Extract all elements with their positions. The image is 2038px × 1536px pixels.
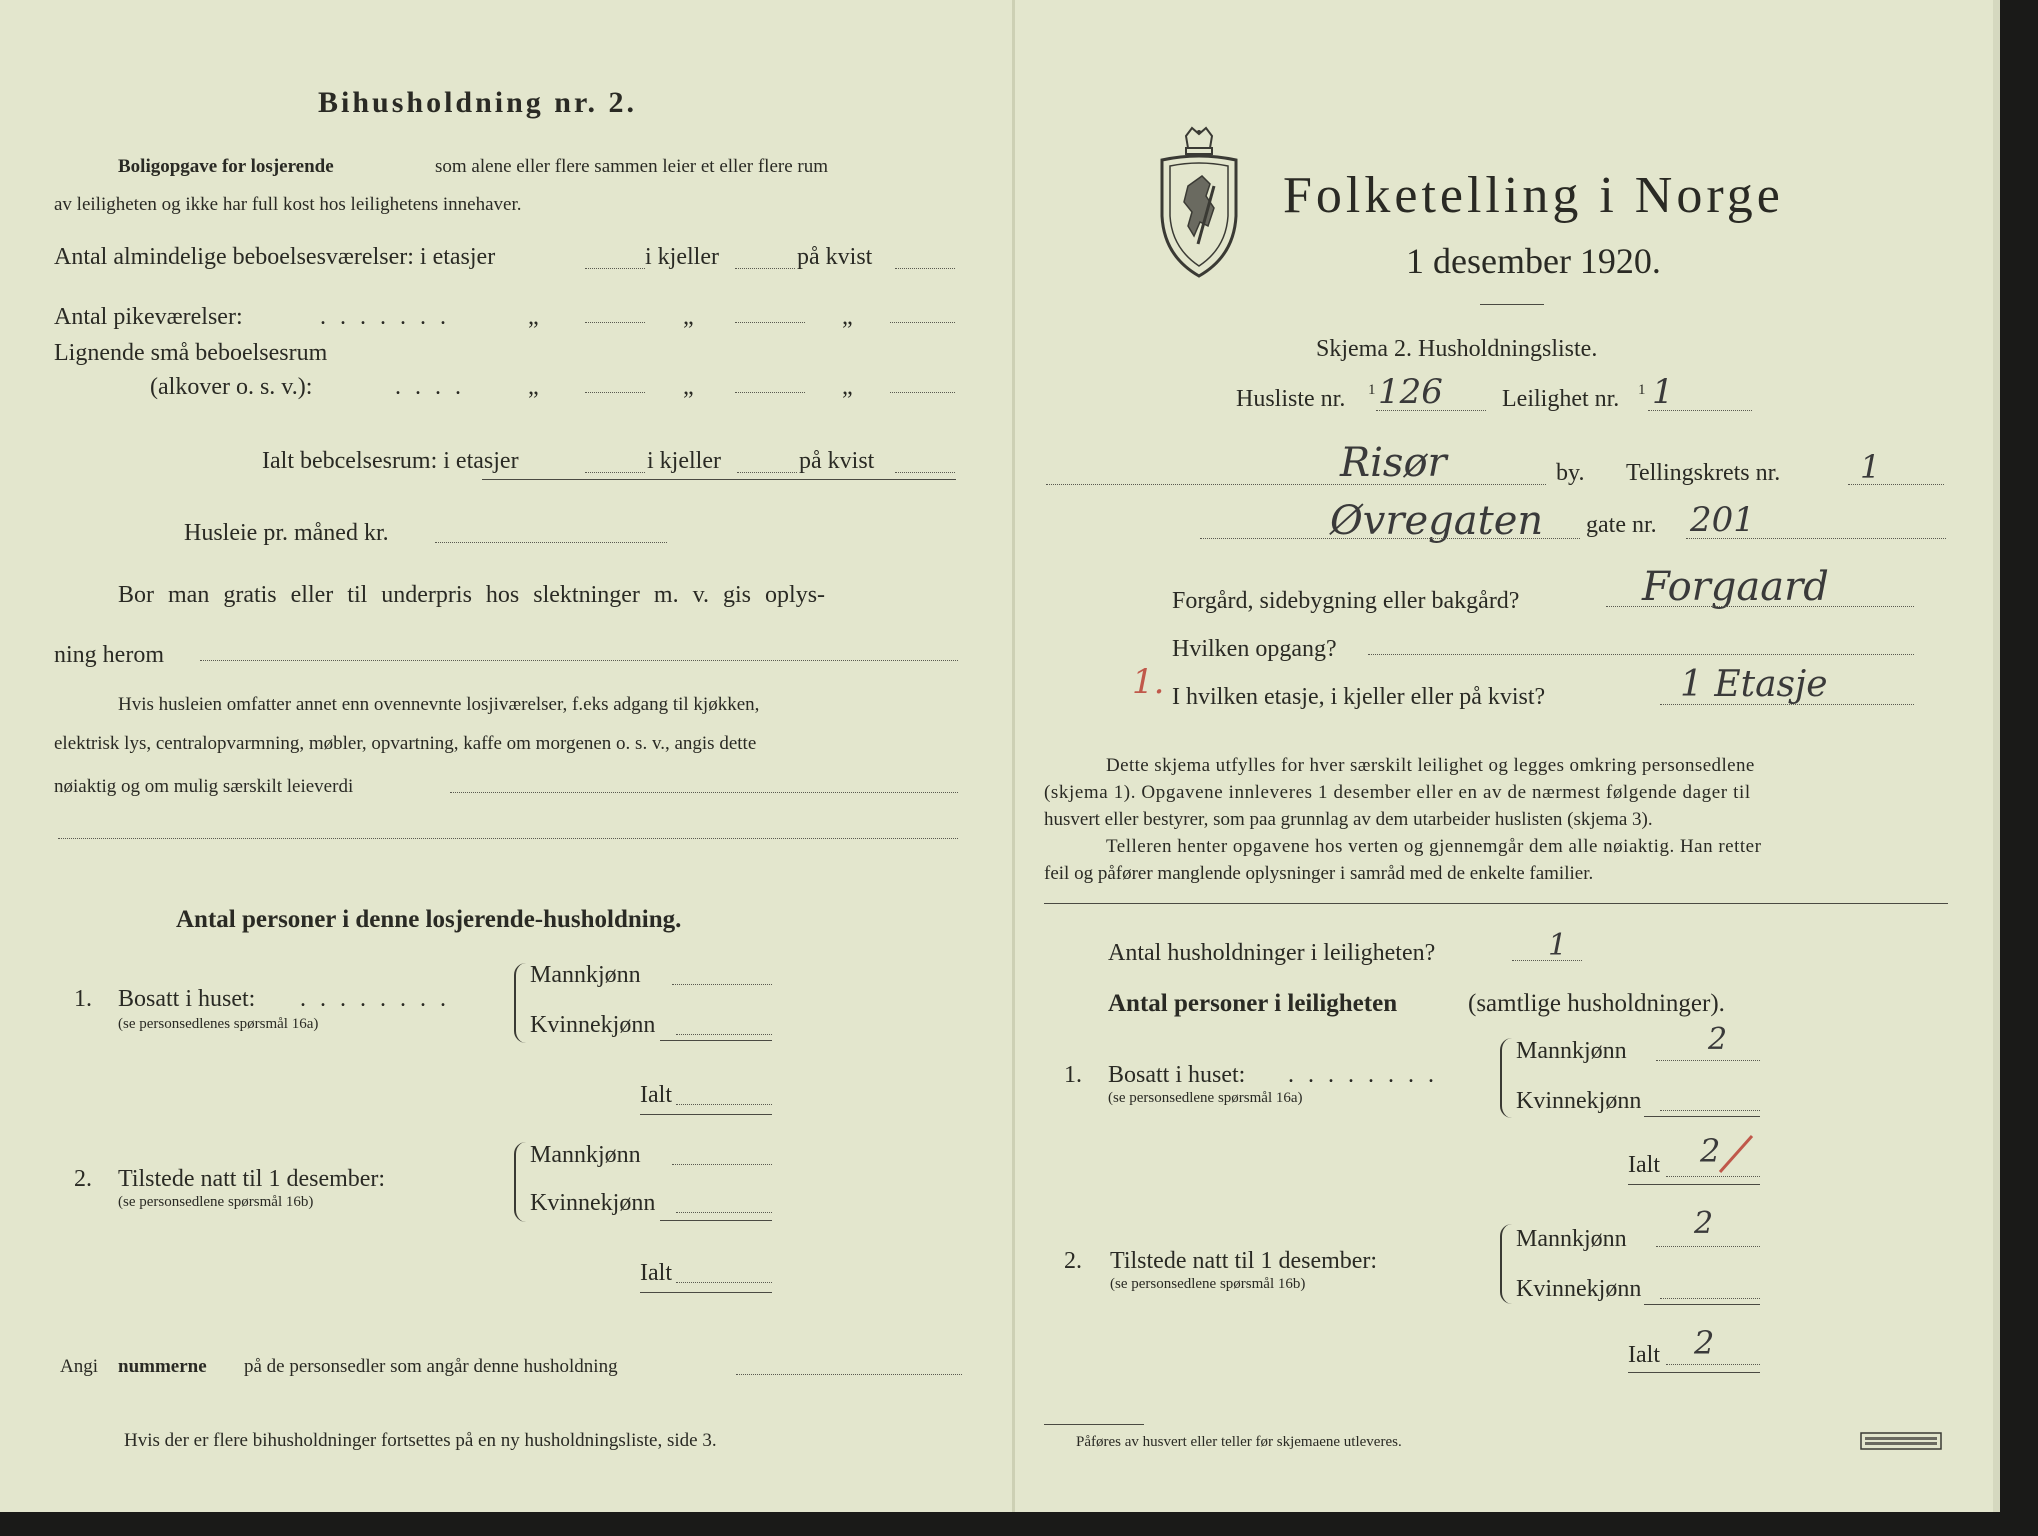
by-label: by.: [1556, 460, 1585, 486]
right-title: Folketelling i Norge: [1283, 167, 1784, 224]
left-bosatt-mann-label: Mannkjønn: [530, 962, 641, 988]
households-value: 1: [1548, 928, 1568, 963]
left-bosatt-sub: (se personsedlenes spørsmål 16a): [118, 1016, 319, 1032]
red-correction-icon: [1716, 1132, 1756, 1176]
leilighet-footnote-mark: 1: [1638, 382, 1646, 398]
right-tilstede-sub: (se personsedlene spørsmål 16b): [1110, 1276, 1306, 1292]
hvis-line: [450, 792, 958, 793]
ialt-rooms-underline: [482, 479, 956, 480]
right-bosatt-ialt-value: 2: [1700, 1132, 1721, 1170]
right-tilstede-label: Tilstede natt til 1 desember:: [1110, 1248, 1378, 1274]
pike-line-2: [735, 322, 805, 323]
right-bosatt-mann-line: [1656, 1060, 1760, 1061]
etasje-value: 1 Etasje: [1680, 664, 1828, 705]
left-bosatt-kvinne-label: Kvinnekjønn: [530, 1012, 656, 1038]
alkover-line-1: [585, 392, 645, 393]
intro-rest-2: av leiligheten og ikke har full kost hos leilighetens innehaver.: [54, 194, 522, 215]
rooms-kvist-line: [895, 268, 955, 269]
left-tilstede-ialt-underline: [640, 1292, 772, 1293]
husliste-label: Husliste nr.: [1236, 386, 1346, 412]
ialt-rooms-kvist-line: [895, 472, 955, 473]
right-tilstede-kvinne-line: [1660, 1298, 1760, 1299]
husliste-value: 126: [1378, 372, 1443, 412]
husliste-line: [1376, 410, 1486, 411]
right-bosatt-sub: (se personsedlene spørsmål 16a): [1108, 1090, 1303, 1106]
ialt-rooms-kjeller-line: [737, 472, 797, 473]
angi-pre: Angi: [60, 1356, 98, 1377]
left-tilstede-mann-label: Mannkjønn: [530, 1142, 641, 1168]
leilighet-label: Leilighet nr.: [1502, 386, 1620, 412]
rooms-label: Antal almindelige beboelsesværelser: i etasjer: [54, 244, 496, 270]
right-tilstede-ialt-line: [1666, 1364, 1760, 1365]
pike-line-1: [585, 322, 645, 323]
right-bosatt-kvinne-label: Kvinnekjønn: [1516, 1088, 1642, 1114]
left-tilstede-mann-line: [672, 1164, 772, 1165]
pike-ditto-3: „: [842, 304, 853, 330]
info-line-1: Dette skjema utfylles for hver særskilt leilighet og legges omkring personsedlene: [1106, 755, 1755, 776]
right-persons-bold: Antal personer i leiligheten: [1108, 990, 1398, 1017]
left-tilstede-num: 2.: [74, 1166, 92, 1192]
leilighet-value: 1: [1652, 372, 1674, 412]
alkover-line-3: [890, 392, 955, 393]
alkover-line-2: [735, 392, 805, 393]
opgang-line: [1368, 654, 1914, 655]
rooms-kvist-label: på kvist: [797, 244, 873, 270]
forgard-label: Forgård, sidebygning eller bakgård?: [1172, 588, 1520, 614]
footnote-rule: [1044, 1424, 1144, 1425]
left-bosatt-num: 1.: [74, 986, 92, 1012]
right-bosatt-dots: . . . . . . . .: [1288, 1062, 1438, 1088]
left-bosatt-brace: [514, 963, 526, 1043]
intro-rest-1: som alene eller flere sammen leier et eller flere rum: [435, 156, 828, 177]
page-fold: [1012, 0, 1015, 1512]
right-bosatt-brace: [1500, 1038, 1512, 1118]
tellingskrets-line: [1848, 484, 1944, 485]
forgard-value: Forgaard: [1642, 564, 1829, 610]
right-bosatt-sum-line: [1644, 1116, 1760, 1117]
left-tilstede-sub: (se personsedlene spørsmål 16b): [118, 1194, 314, 1210]
right-tilstede-mann-line: [1656, 1246, 1760, 1247]
pike-line-3: [890, 322, 955, 323]
left-tilstede-ialt-label: Ialt: [640, 1260, 672, 1286]
left-tilstede-ialt-line: [676, 1282, 772, 1283]
right-date: 1 desember 1920.: [1406, 241, 1661, 281]
right-tilstede-kvinne-label: Kvinnekjønn: [1516, 1276, 1642, 1302]
husliste-footnote-mark: 1: [1368, 382, 1376, 398]
hvis-line-1: Hvis husleien omfatter annet enn ovennevnte losjiværelser, f.eks adgang til kjøkken,: [118, 694, 760, 715]
page-edge: [1993, 0, 2000, 1512]
left-persons-heading: Antal personer i denne losjerende-husholdning.: [176, 906, 682, 933]
left-bosatt-ialt-underline: [640, 1114, 772, 1115]
right-tilstede-mann-value: 2: [1694, 1206, 1714, 1241]
right-bosatt-ialt-underline: [1628, 1184, 1760, 1185]
ialt-rooms-label: Ialt bebcelsesrum: i etasjer: [262, 448, 519, 474]
tellingskrets-label: Tellingskrets nr.: [1626, 460, 1781, 486]
angi-line: [736, 1374, 962, 1375]
husleie-label: Husleie pr. måned kr.: [184, 520, 389, 546]
norway-coat-of-arms-icon: [1158, 126, 1240, 278]
info-line-3: husvert eller bestyrer, som paa grunnlag av dem utarbeider huslisten (skjema 3).: [1044, 809, 1653, 830]
left-tilstede-kvinne-line: [676, 1212, 772, 1213]
right-bosatt-label: Bosatt i huset:: [1108, 1062, 1246, 1088]
gate-label: gate nr.: [1586, 512, 1657, 538]
gate-line: [1200, 538, 1580, 539]
alkover-dots: . . . .: [395, 374, 465, 400]
households-line: [1512, 960, 1582, 961]
etasje-line: [1660, 704, 1914, 705]
tellingskrets-value: 1: [1860, 448, 1881, 486]
etasje-label: I hvilken etasje, i kjeller eller på kvist?: [1172, 684, 1546, 710]
pike-label: Antal pikeværelser:: [54, 304, 243, 330]
left-bosatt-ialt-label: Ialt: [640, 1082, 672, 1108]
intro-bold: Boligopgave for losjerende: [118, 156, 334, 177]
right-bosatt-ialt-label: Ialt: [1628, 1152, 1660, 1178]
red-pencil-mark: 1.: [1132, 662, 1165, 702]
angi-bold: nummerne: [118, 1356, 207, 1377]
right-footnote: Påføres av husvert eller teller før skjemaene utleveres.: [1076, 1434, 1402, 1450]
opgang-label: Hvilken opgang?: [1172, 636, 1337, 662]
pike-ditto: „: [528, 304, 539, 330]
rooms-kjeller-label: i kjeller: [645, 244, 719, 270]
left-bosatt-dots: . . . . . . . .: [300, 986, 450, 1012]
right-bosatt-mann-value: 2: [1708, 1022, 1728, 1057]
gratis-line-1: Bor man gratis eller til underpris hos slektninger m. v. gis oplys-: [118, 582, 826, 608]
left-footer: Hvis der er flere bihusholdninger fortsettes på en ny husholdningsliste, side 3.: [124, 1430, 717, 1451]
alkover-ditto-3: „: [842, 374, 853, 400]
pike-dots: . . . . . . .: [320, 304, 450, 330]
alkover-ditto-2: „: [683, 374, 694, 400]
left-bosatt-mann-line: [672, 984, 772, 985]
ialt-rooms-kvist-label: på kvist: [799, 448, 875, 474]
left-bosatt-sum-line: [660, 1040, 772, 1041]
hvis-line-2: elektrisk lys, centralopvarmning, møbler, opvartning, kaffe om morgenen o. s. v., angis dette: [54, 733, 757, 754]
right-tilstede-brace: [1500, 1224, 1512, 1304]
left-title: Bihusholdning nr. 2.: [318, 86, 638, 119]
by-value: Risør: [1340, 440, 1447, 486]
left-bosatt-label: Bosatt i huset:: [118, 986, 256, 1012]
right-tilstede-mann-label: Mannkjønn: [1516, 1226, 1627, 1252]
left-bosatt-ialt-line: [676, 1104, 772, 1105]
husleie-line: [435, 542, 667, 543]
gratis-line: [200, 660, 958, 661]
rooms-kjeller-line: [735, 268, 795, 269]
alkover-label: (alkover o. s. v.):: [150, 374, 313, 400]
schema-label: Skjema 2. Husholdningsliste.: [1316, 336, 1598, 362]
right-bosatt-num: 1.: [1064, 1062, 1082, 1088]
right-tilstede-sum-line: [1644, 1304, 1760, 1305]
right-bosatt-ialt-line: [1666, 1176, 1760, 1177]
right-tilstede-ialt-value: 2: [1694, 1324, 1715, 1362]
ialt-rooms-kjeller-label: i kjeller: [647, 448, 721, 474]
gate-nr-line: [1686, 538, 1946, 539]
printer-stamp-icon: [1860, 1432, 1942, 1450]
ialt-rooms-etasjer-line: [585, 472, 645, 473]
left-tilstede-brace: [514, 1142, 526, 1222]
info-line-2: (skjema 1). Opgavene innleveres 1 desember eller en av de nærmest følgende dager til: [1044, 782, 1751, 803]
forgard-line: [1606, 606, 1914, 607]
right-persons-rest: (samtlige husholdninger).: [1468, 990, 1725, 1017]
info-divider: [1044, 903, 1948, 904]
gate-value: Øvregaten: [1330, 498, 1544, 544]
rooms-etasjer-line: [585, 268, 645, 269]
lign-label: Lignende små beboelsesrum: [54, 340, 328, 366]
pike-ditto-2: „: [683, 304, 694, 330]
right-bosatt-mann-label: Mannkjønn: [1516, 1038, 1627, 1064]
hvis-line-3: nøiaktig og om mulig særskilt leieverdi: [54, 776, 354, 797]
title-rule: [1480, 304, 1544, 305]
right-tilstede-ialt-label: Ialt: [1628, 1342, 1660, 1368]
hvis-line-extra: [58, 838, 958, 839]
angi-post: på de personsedler som angår denne husholdning: [244, 1356, 618, 1377]
gratis-line-2: ning herom: [54, 642, 164, 668]
info-line-4: Telleren henter opgavene hos verten og gjennemgår dem alle nøiaktig. Han retter: [1106, 836, 1762, 857]
households-label: Antal husholdninger i leiligheten?: [1108, 940, 1436, 966]
right-bosatt-kvinne-line: [1660, 1110, 1760, 1111]
leilighet-line: [1648, 410, 1752, 411]
alkover-ditto: „: [528, 374, 539, 400]
left-tilstede-label: Tilstede natt til 1 desember:: [118, 1166, 386, 1192]
by-line: [1046, 484, 1546, 485]
left-bosatt-kvinne-line: [676, 1034, 772, 1035]
gate-nr-value: 201: [1690, 500, 1755, 540]
right-tilstede-ialt-underline: [1628, 1372, 1760, 1373]
left-tilstede-sum-line: [660, 1220, 772, 1221]
right-tilstede-num: 2.: [1064, 1248, 1082, 1274]
left-tilstede-kvinne-label: Kvinnekjønn: [530, 1190, 656, 1216]
info-line-5: feil og påfører manglende oplysninger i samråd med de enkelte familier.: [1044, 863, 1594, 884]
